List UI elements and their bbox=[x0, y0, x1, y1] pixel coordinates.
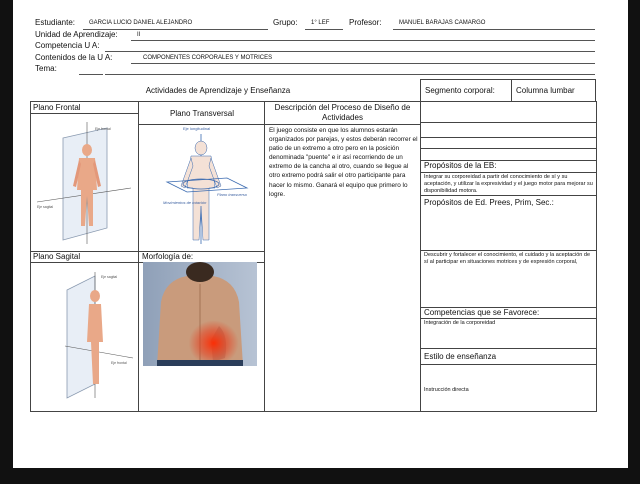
transversal-label-plano: Plano transverso bbox=[217, 192, 248, 197]
frontal-label-sagital: Eje sagital bbox=[37, 205, 54, 209]
contenidos-value: COMPONENTES CORPORALES Y MOTRICES bbox=[143, 55, 273, 61]
sagital-label-axis: Eje sagital bbox=[101, 275, 118, 279]
unidad-underline bbox=[131, 40, 595, 41]
lumbar-back-photo bbox=[143, 262, 257, 366]
tema-underline bbox=[105, 74, 595, 75]
right-line-6 bbox=[420, 195, 597, 196]
propositos-eb-label: Propósitos de la EB: bbox=[424, 161, 497, 170]
descripcion-text: El juego consiste en que los alumnos estarán organizados por parejas, y estos deberán recorrer el patio de un extremo a otro pero en la posición denominada "puente" e ir así recorriendo de un extremo de la cancha al otro, cuando se llegue al otro extremo podrá salir el otro participante para hacer lo mismo. Ganará el equipo que primero lo logre. bbox=[269, 127, 418, 198]
unidad-value: II bbox=[137, 32, 141, 38]
right-line-2 bbox=[420, 137, 597, 138]
transversal-header-line bbox=[138, 124, 264, 125]
right-line-3 bbox=[420, 148, 597, 149]
tema-underline-short bbox=[79, 74, 103, 75]
sagital-label-frontal: Eje frontal bbox=[111, 361, 127, 365]
frontal-head bbox=[82, 144, 92, 156]
competencias-text: Integración de la corporeidad bbox=[424, 320, 496, 326]
plano-frontal-label: Plano Frontal bbox=[33, 103, 81, 112]
contenidos-label: Contenidos de la U A: bbox=[35, 53, 113, 62]
propositos-ed-text: Descubrir y fortalecer el conocimiento, el cuidado y la aceptación de sí al participar en situaciones motrices y de expresión corporal, bbox=[424, 252, 591, 265]
actividades-title: Actividades de Aprendizaje y Enseñanza bbox=[145, 86, 291, 95]
sagittal-plane-figure bbox=[35, 266, 135, 406]
profesor-underline bbox=[393, 29, 595, 30]
plano-transversal-label: Plano Transversal bbox=[169, 109, 235, 118]
morfologia-label: Morfología de: bbox=[142, 252, 194, 261]
plano-sagital-label: Plano Sagital bbox=[33, 252, 81, 261]
competencias-label: Competencias que se Favorece: bbox=[424, 308, 540, 317]
segmento-divider bbox=[511, 79, 512, 102]
tema-label: Tema: bbox=[35, 64, 57, 73]
descripcion-title: Descripción del Proceso de Diseño de Actividades bbox=[274, 103, 411, 122]
document-page bbox=[13, 0, 628, 468]
transversal-label-eje: Eje longitudinal bbox=[183, 126, 211, 131]
frontal-label-axis: Eje frontal bbox=[95, 127, 111, 131]
right-line-1 bbox=[420, 122, 597, 123]
estilo-label: Estilo de enseñanza bbox=[424, 352, 497, 361]
profesor-label: Profesor: bbox=[349, 18, 382, 27]
right-line-11 bbox=[420, 364, 597, 365]
col-divider-2 bbox=[264, 101, 265, 412]
sagittal-head bbox=[90, 290, 100, 302]
grupo-underline bbox=[305, 29, 343, 30]
right-line-7 bbox=[420, 250, 597, 251]
estilo-text: Instrucción directa bbox=[424, 387, 469, 393]
right-line-10 bbox=[420, 348, 597, 349]
right-line-5 bbox=[420, 172, 597, 173]
propositos-ed-label: Propósitos de Ed. Prees, Prim, Sec.: bbox=[424, 198, 554, 207]
contenidos-underline bbox=[131, 63, 595, 64]
transversal-label-mov: Movimientos de rotación bbox=[163, 200, 207, 205]
photo-pain-highlight bbox=[143, 262, 257, 366]
competencia-label: Competencia U A: bbox=[35, 41, 100, 50]
propositos-eb-text: Integrar su corporeidad a partir del conocimiento de sí y su aceptación, y utilizar la expresividad y el juego motor para mejorar su disponibilidad motora. bbox=[424, 174, 593, 194]
segmento-value: Columna lumbar bbox=[516, 86, 575, 95]
frontal-header-line bbox=[30, 113, 138, 114]
transversal-head bbox=[195, 141, 207, 155]
competencia-underline bbox=[105, 51, 595, 52]
descripcion-header-line bbox=[264, 124, 420, 125]
grupo-label: Grupo: bbox=[273, 18, 298, 27]
right-line-9 bbox=[420, 318, 597, 319]
col-divider-1 bbox=[138, 101, 139, 412]
segmento-label: Segmento corporal: bbox=[425, 86, 495, 95]
frontal-plane-figure bbox=[35, 118, 135, 248]
photo-waistband bbox=[157, 360, 243, 366]
estudiante-value: GARCIA LUCIO DANIEL ALEJANDRO bbox=[89, 20, 193, 26]
estudiante-label: Estudiante: bbox=[35, 18, 76, 27]
transverse-plane-figure bbox=[163, 126, 251, 248]
grupo-value: 1° LEF bbox=[311, 20, 330, 26]
unidad-label: Unidad de Aprendizaje: bbox=[35, 30, 118, 39]
profesor-value: MANUEL BARAJAS CAMARGO bbox=[399, 20, 486, 26]
